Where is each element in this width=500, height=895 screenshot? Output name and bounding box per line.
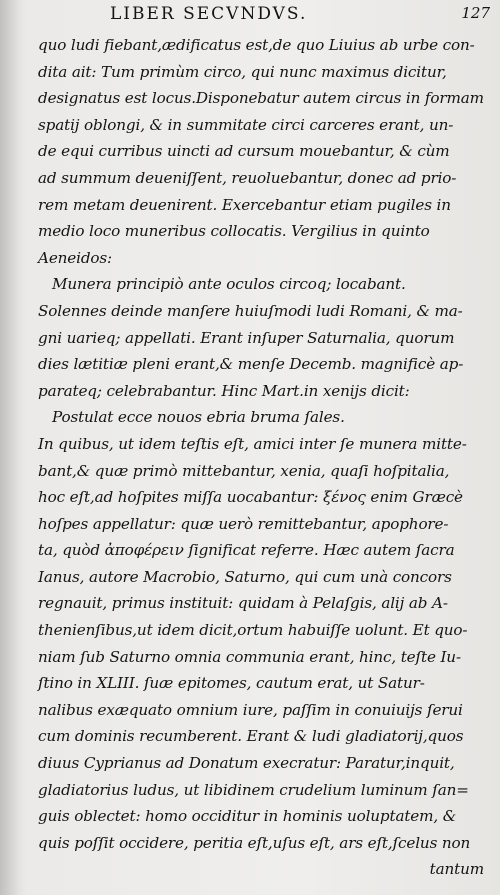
text-line: hoſpes appellatur: quæ uerò remittebantur, apophore- bbox=[38, 514, 449, 533]
text-line: Aeneidos: bbox=[38, 248, 113, 267]
text-line: rem metam deuenirent. Exercebantur etiam pugiles in bbox=[38, 195, 451, 214]
running-head: LIBER SECVNDVS. bbox=[110, 4, 308, 24]
catchword: tantum bbox=[429, 860, 484, 879]
text-line: Ianus, autore Macrobio, Saturno, qui cum unà concors bbox=[38, 567, 452, 586]
text-line: In quibus, ut idem teſtis eſt, amici inter ſe munera mitte- bbox=[38, 434, 467, 453]
verse-quote: Postulat ecce nouos ebria bruma ſales. bbox=[52, 408, 345, 427]
text-line: diuus Cyprianus ad Donatum execratur: Paratur,inquit, bbox=[38, 754, 455, 773]
text-line: quis poſſit occidere, peritia eſt,uſus eſt, ars eſt,ſcelus non bbox=[38, 833, 471, 852]
text-line: parateq; celebrabantur. Hinc Mart.in xenijs dicit: bbox=[38, 381, 410, 400]
text-line: spatij oblongi, & in summitate circi carceres erant, un- bbox=[38, 115, 454, 134]
gutter-shadow bbox=[0, 0, 26, 895]
text-line: nalibus exæquato omnium iure, paſſim in conuiuijs ſerui bbox=[38, 700, 463, 719]
text-line: quo ludi fiebant,ædificatus est,de quo Liuius ab urbe con- bbox=[38, 36, 475, 54]
text-line: regnauit, primus instituit: quidam à Pelaſgis, alij ab A- bbox=[38, 594, 448, 613]
text-line: ta, quòd ἀποφέρειν ſignificat referre. Hæc autem ſacra bbox=[38, 541, 455, 560]
text-line: hoc eſt,ad hoſpites miſſa uocabantur: ξένος enim Græcè bbox=[38, 488, 463, 507]
text-line: de equi curribus uincti ad cursum mouebantur, & cùm bbox=[38, 142, 450, 161]
verse-quote: Munera principiò ante oculos circoq; locabant. bbox=[52, 275, 406, 294]
text-line: ad summum deueniſſent, reuoluebantur, donec ad prio- bbox=[38, 168, 457, 187]
text-line: cum dominis recumberent. Erant & ludi gladiatorij,quos bbox=[38, 727, 464, 746]
text-line: guis oblectet: homo occiditur in hominis uoluptatem, & bbox=[38, 807, 457, 826]
text-line: medio loco muneribus collocatis. Vergilius in quinto bbox=[38, 222, 430, 241]
body-text bbox=[38, 32, 484, 883]
page-header bbox=[40, 4, 490, 30]
text-line: bant,& quæ primò mittebantur, xenia, quaſi hoſpitalia, bbox=[38, 461, 450, 480]
text-line: gni uarieq; appellati. Erant inſuper Saturnalia, quorum bbox=[38, 328, 455, 347]
text-line: dita ait: Tum primùm circo, qui nunc maximus dicitur, bbox=[38, 62, 447, 81]
text-line: dies lætitiæ pleni erant,& menſe Decemb. magnificè ap- bbox=[38, 355, 464, 374]
text-line: gladiatorius ludus, ut libidinem crudelium luminum ſan= bbox=[38, 780, 469, 799]
text-line: Solennes deinde manſere huiuſmodi ludi Romani, & ma- bbox=[38, 301, 463, 320]
text-line: designatus est locus.Disponebatur autem circus in formam bbox=[38, 89, 484, 108]
page-number: 127 bbox=[461, 4, 490, 22]
text-line: ſtino in XLIII. ſuæ epitomes, cautum erat, ut Satur- bbox=[38, 674, 425, 693]
text-line: niam ſub Saturno omnia communia erant, hinc, teſte Iu- bbox=[38, 647, 461, 666]
text-line: thenienſibus,ut idem dicit,ortum habuiſſe uolunt. Et quo- bbox=[38, 621, 468, 640]
